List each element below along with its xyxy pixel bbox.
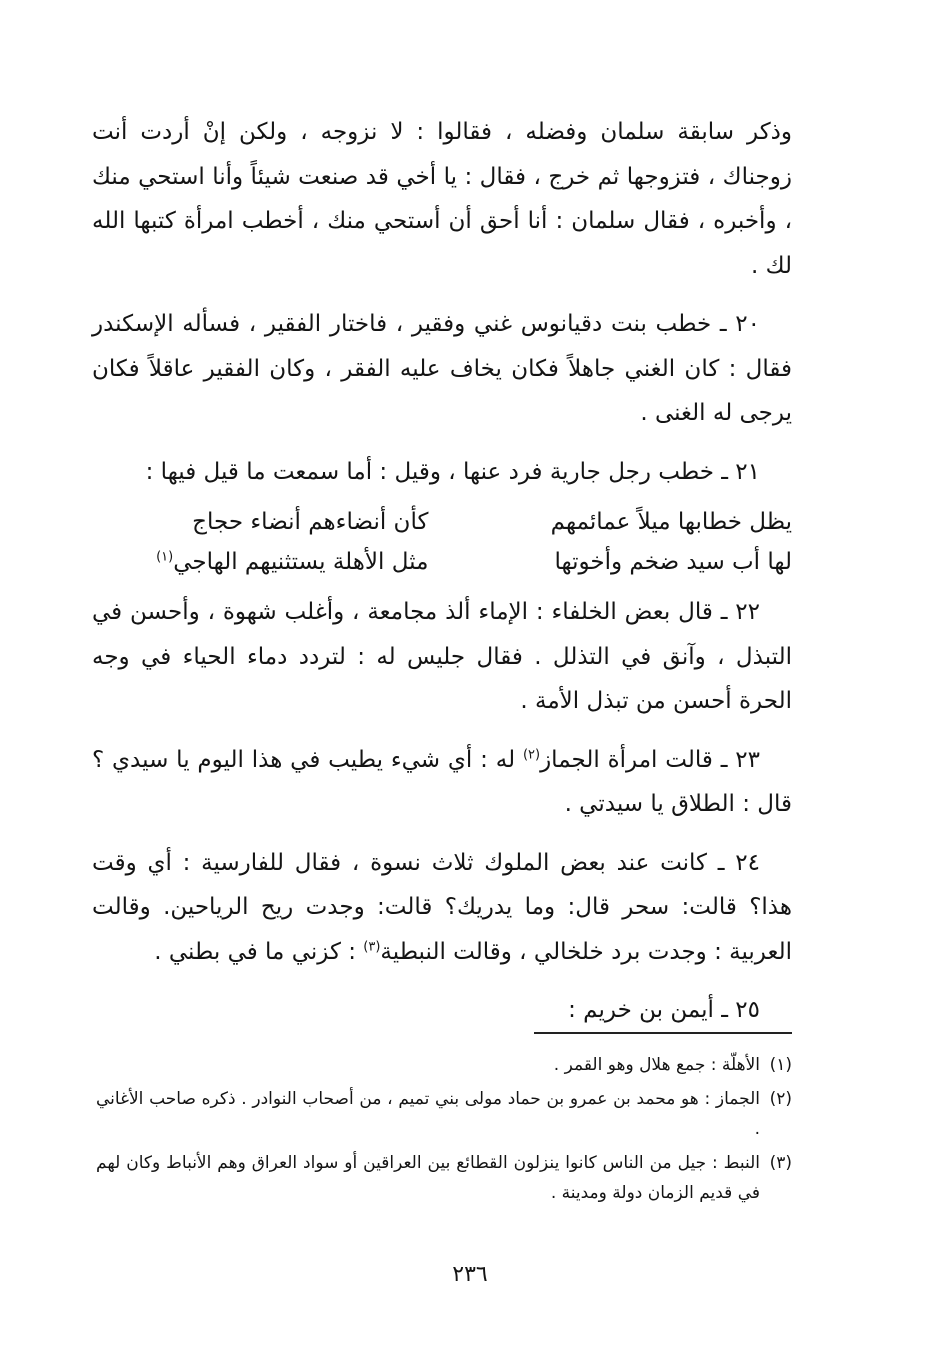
paragraph-23 bbox=[92, 738, 792, 827]
paragraph-25: ٢٥ ـ أيمن بن خريم : bbox=[568, 997, 760, 1023]
footnote-2-number: (٢) bbox=[769, 1089, 792, 1109]
footnote-3 bbox=[96, 1148, 792, 1208]
paragraph-24-end: : كزني ما في بطني . bbox=[154, 938, 364, 965]
poem bbox=[92, 502, 792, 582]
footnotes bbox=[96, 1050, 792, 1212]
footnote-separator bbox=[534, 1032, 792, 1034]
footnote-1-number: (١) bbox=[769, 1055, 792, 1075]
footnote-marker-3: (٣) bbox=[363, 938, 381, 954]
paragraph-21: ٢١ ـ خطب رجل جارية فرد عنها ، وقيل : أما سمعت ما قيل فيها : bbox=[145, 458, 760, 485]
paragraph-23-end: له : أي شيء يطيب في هذا اليوم يا سيدي ؟ قال : الطلاق يا سيدتي . bbox=[92, 746, 792, 817]
paragraph-23-start: ٢٣ ـ قالت امرأة الجماز bbox=[540, 746, 761, 773]
paragraph-24-start: ٢٤ ـ كانت عند بعض الملوك ثلاث نسوة ، فقال للفارسية : أي وقت هذا؟ قالت: سحر قال: وما يدريك؟ قالت: وجدت ريح الرياحين. وقالت العربية : وجدت برد خلخالي ، وقالت النبطية bbox=[92, 849, 792, 965]
paragraph-24 bbox=[92, 841, 792, 975]
paragraph-20: ٢٠ ـ خطب بنت دقيانوس غني وفقير ، فاختار الفقير ، فسأله الإسكندر فقال : كان الغني جاهلاً فكان يخاف عليه الفقر ، وكان الفقير عاقلاً فكان يرجى له الغنى . bbox=[92, 311, 792, 426]
poem-verse-2 bbox=[92, 542, 792, 582]
verse-2-first-hemistich: لها أب سيد ضخم وأخوتها bbox=[554, 549, 792, 575]
footnote-3-text: النبط : جيل من الناس كانوا ينزلون القطائع بين العراقين أو سواد العراق وهم الأنباط وكان لهم في قديم الزمان دولة ومدينة . bbox=[96, 1153, 760, 1203]
paragraph-continuation: وذكر سابقة سلمان وفضله ، فقالوا : لا نزوجه ، ولكن إنْ أردت أنت زوجناك ، فتزوجها ثم خرج ، فقال : يا أخي قد صنعت شيئاً وأنا استحي منك ، وأخبره ، فقال سلمان : أنا أحق أن أستحي منك ، أخطب امرأة كتبها الله لك . bbox=[92, 119, 792, 279]
verse-1-second-hemistich: كأن أنضاءهم أنضاء حجاج bbox=[192, 509, 429, 535]
footnote-2 bbox=[96, 1084, 792, 1144]
verse-2-second-text: مثل الأهلة يستثنيهم الهاجي bbox=[173, 549, 429, 575]
verse-2-second-hemistich bbox=[106, 542, 428, 582]
poem-verse-1 bbox=[92, 502, 792, 542]
footnote-2-text: الجماز : هو محمد بن عمرو بن حماد مولى بني تميم ، من أصحاب النوادر . ذكره صاحب الأغاني . bbox=[96, 1089, 760, 1139]
paragraph-22: ٢٢ ـ قال بعض الخلفاء : الإماء ألذ مجامعة ، وأغلب شهوة ، وأحسن في التبذل ، وآنق في التذلل . فقال جليس له : لتردد دماء الحياء في وجه الحرة أحسن من تبذل الأمة . bbox=[92, 599, 792, 714]
footnote-1-text: الأهلّة : جمع هلال وهو القمر . bbox=[553, 1055, 760, 1075]
main-text bbox=[92, 110, 792, 1047]
footnote-1 bbox=[96, 1050, 792, 1080]
footnote-3-number: (٣) bbox=[769, 1153, 792, 1173]
page-number: ٢٣٦ bbox=[452, 1262, 488, 1287]
verse-1-first-hemistich: يظل خطابها ميلاً عمائمهم bbox=[550, 509, 792, 535]
footnote-marker-1: (١) bbox=[156, 549, 174, 565]
footnote-marker-2: (٢) bbox=[522, 746, 541, 762]
